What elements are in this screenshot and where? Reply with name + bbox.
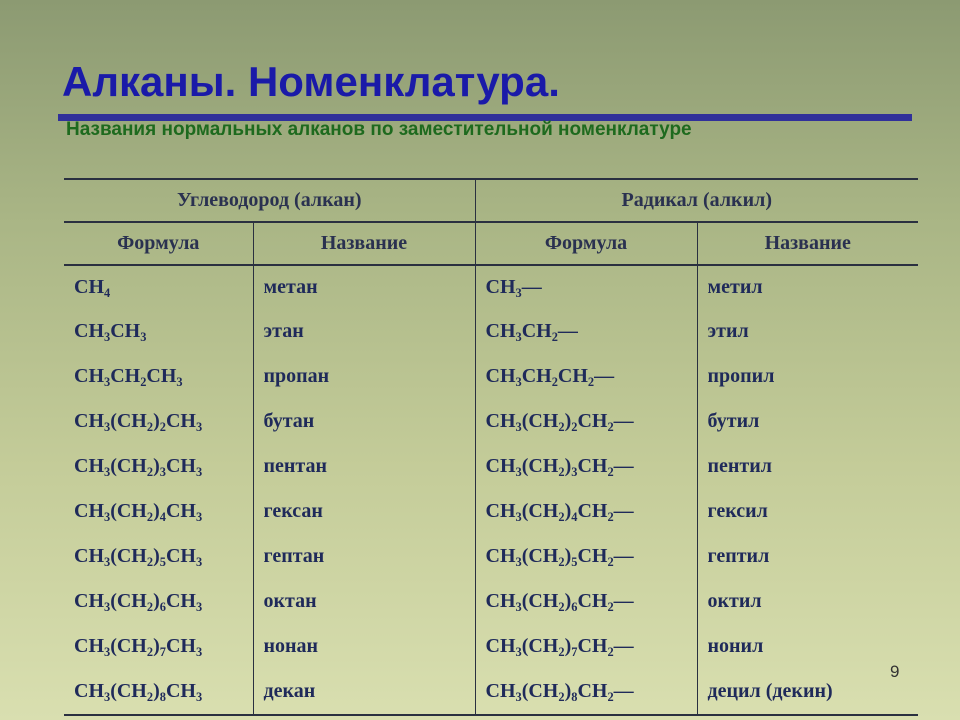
radical-formula-cell: $CH_3(CH_2)_5CH_2—$ — [475, 534, 697, 579]
page-number: 9 — [890, 662, 900, 681]
alkane-formula-cell: $CH_3(CH_2)_2CH_3$ — [74, 410, 203, 434]
table-row — [64, 579, 918, 624]
alkane-name-cell: декан — [253, 669, 475, 715]
alkane-name-cell: пропан — [253, 354, 475, 399]
radical-name-cell: октил — [697, 579, 918, 624]
table-row — [64, 354, 918, 399]
alkane-formula-cell: $CH_3(CH_2)_6CH_3$ — [74, 590, 203, 614]
alkane-formula-cell: $CH_3(CH_2)_8CH_3$ — [64, 669, 253, 715]
header-radical-group: Радикал (алкил) — [475, 179, 918, 222]
slide-subtitle: Названия нормальных алканов по заместительной номенклатуре — [66, 119, 692, 140]
alkane-name-cell: метан — [253, 265, 475, 309]
radical-formula-cell: $CH_3CH_2CH_2—$ — [475, 354, 697, 399]
group-header-row — [64, 179, 918, 222]
alkane-formula-cell: $CH_3CH_2CH_3$ — [74, 365, 183, 389]
alkane-name-cell: нонан — [253, 624, 475, 669]
alkane-name-cell: гептан — [253, 534, 475, 579]
alkane-formula-cell: $CH_3(CH_2)_5CH_3$ — [74, 545, 203, 569]
radical-name-cell: этил — [697, 309, 918, 354]
table-row — [64, 534, 918, 579]
radical-name-cell: пентил — [697, 444, 918, 489]
radical-name-cell: децил (декин) — [697, 669, 918, 715]
alkane-formula-cell: $CH_4$ — [74, 276, 111, 300]
alkane-formula-cell: $CH_3(CH_2)_3CH_3$ — [74, 455, 203, 479]
table-row — [64, 265, 918, 309]
table-row — [64, 309, 918, 354]
alkane-name-cell: пентан — [253, 444, 475, 489]
radical-name-cell: бутил — [697, 399, 918, 444]
radical-name-cell: гексил — [697, 489, 918, 534]
radical-formula-cell: $CH_3(CH_2)_3CH_2—$ — [475, 444, 697, 489]
nomenclature-table — [64, 178, 918, 716]
radical-formula-cell: $CH_3(CH_2)_7CH_2—$ — [475, 624, 697, 669]
radical-formula-cell: $CH_3(CH_2)_2CH_2—$ — [475, 399, 697, 444]
radical-formula-cell: $CH_3—$ — [475, 265, 697, 309]
header-alkane-group: Углеводород (алкан) — [64, 179, 475, 222]
header-radical-name: Название — [697, 222, 918, 265]
alkane-formula-cell: $CH_3(CH_2)_7CH_3$ — [74, 635, 203, 659]
radical-formula-cell: $CH_3(CH_2)_4CH_2—$ — [475, 489, 697, 534]
table-row — [64, 624, 918, 669]
header-alkane-formula: Формула — [64, 222, 253, 265]
radical-name-cell: гептил — [697, 534, 918, 579]
slide-title: Алканы. Номенклатура. — [62, 58, 560, 105]
radical-name-cell: метил — [697, 265, 918, 309]
alkane-formula-cell: $CH_3(CH_2)_4CH_3$ — [74, 500, 203, 524]
alkane-name-cell: этан — [253, 309, 475, 354]
radical-name-cell: пропил — [697, 354, 918, 399]
radical-formula-cell: $CH_3(CH_2)_8CH_2—$ — [475, 669, 697, 715]
table-row — [64, 399, 918, 444]
header-radical-formula: Формула — [475, 222, 697, 265]
header-alkane-name: Название — [253, 222, 475, 265]
alkane-formula-cell: $CH_3CH_3$ — [74, 320, 147, 344]
column-header-row — [64, 222, 918, 265]
alkane-name-cell: гексан — [253, 489, 475, 534]
table-row — [64, 444, 918, 489]
table-row — [64, 489, 918, 534]
radical-formula-cell: $CH_3CH_2—$ — [475, 309, 697, 354]
alkane-name-cell: бутан — [253, 399, 475, 444]
alkane-name-cell: октан — [253, 579, 475, 624]
table-row — [64, 669, 918, 715]
radical-name-cell: нонил — [697, 624, 918, 669]
radical-formula-cell: $CH_3(CH_2)_6CH_2—$ — [475, 579, 697, 624]
